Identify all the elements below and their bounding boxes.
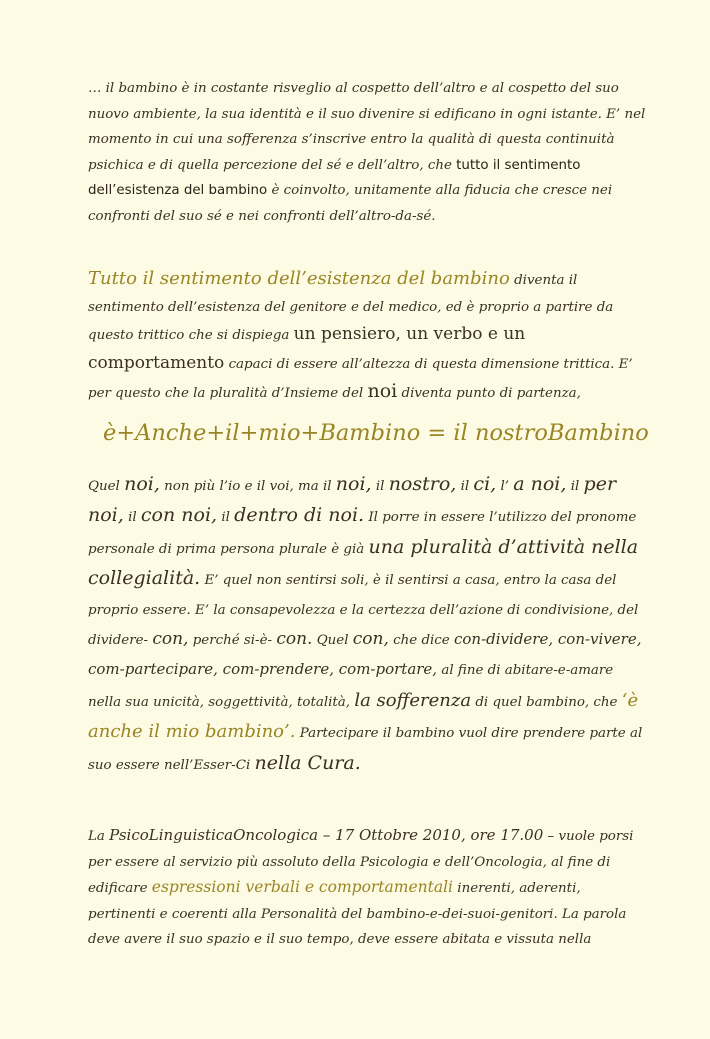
psico-highlight: espressioni verbali e comportamentali [151,878,454,897]
noi-s23: Quel [316,633,349,649]
intro-text-a: … il bambino è in costante risveglio al cospetto dell’altro e al cospetto del suo nuovo ambiente, la sua identità e il suo divenire si edificano in ogni istante. E’ nel momento in cui una sofferenza s’inscrive entro la qualità di questa continuità psichica e di quella percezione del sé e dell’altro, che [88,81,646,173]
noi-s05: il [375,479,385,494]
sentimento-text-b: diventa il sentimento dell’esistenza del genitore e del medico, ed è proprio a partire da questo trittico che si dispiega [88,273,614,343]
paragraph-psicolinguistica [88,823,648,953]
noi-s11: il [570,479,580,494]
psico-text-a: La [88,829,105,844]
paragraph-sentimento [88,266,648,408]
noi-s20: con, [152,629,189,650]
noi-s27: al fine di abitare-e-amare nella sua unicità, soggettività, totalità, [88,663,614,710]
noi-s17: Il porre in essere l’utilizzo del pronome personale di prima persona plurale è già [88,510,637,557]
noi-s01: Quel [88,479,120,494]
paragraph-intro [88,76,648,230]
noi-s18: una pluralità d’attività nella collegialità. [88,535,639,590]
noi-s31: Partecipare il bambino vuol dire prendere parte al suo essere nell’Esser-Ci [88,726,643,773]
noi-s15: il [221,510,230,526]
noi-s08: ci, [473,473,497,495]
sentimento-triad: un pensiero, un verbo e un comportamento [88,324,526,373]
noi-s22: con. [276,629,313,650]
noi-s24: con, [352,629,389,650]
noi-s13: il [128,510,137,526]
noi-s04: noi, [335,473,372,495]
noi-s19: E’ quel non sentirsi soli, è il sentirsi a casa, entro la casa del proprio essere. E’ la consapevolezza e la certezza dell’azione di condivisione, del dividere- [88,573,639,649]
intro-text-c: è coinvolto, unitamente alla fiducia che cresce nei confronti del suo sé e nei confronti dell’altro-da-sé. [88,183,613,224]
noi-s03: non più l’io e il voi, ma il [164,479,332,494]
noi-s16: dentro di noi. [234,504,365,527]
noi-s30: ‘è anche il mio bambino’. [88,689,639,743]
sentimento-text-d: capaci di essere all’altezza di questa dimensione trittica. E’ per questo che la pluralità d’Insieme del [88,356,633,401]
noi-s26: con-dividere, con-vivere, com-partecipare, com-prendere, com-portare, [88,630,642,679]
psico-text-c: – vuole porsi per essere al servizio più assoluto della Psicologia e dell’Oncologia, al fine di edificare [88,829,634,897]
noi-s07: il [460,479,470,494]
sentimento-text-f: diventa punto di partenza, [401,386,581,401]
psico-text-e: inerenti, aderenti, pertinenti e coerenti alla Personalità del bambino-e-dei-suoi-genitori. La parola deve avere il suo spazio e il suo tempo, deve essere abitata e vissuta nella [88,881,627,948]
noi-s21: perché si-è- [192,633,273,649]
noi-s02: noi, [124,473,160,495]
noi-s28: la sofferenza [354,689,472,711]
noi-s10: a noi, [513,473,567,495]
noi-s09: l’ [500,479,509,494]
noi-s12: per noi, [88,473,617,527]
sentimento-noi: noi [367,380,398,402]
noi-s14: con noi, [140,504,218,527]
noi-s06: nostro, [388,473,457,495]
sentimento-heading: Tutto il sentimento dell’esistenza del bambino [88,268,510,289]
formula-line: è+Anche+il+mio+Bambino = il nostroBambino [103,420,649,446]
noi-s32: nella Cura. [254,751,361,774]
psico-event: PsicoLinguisticaOncologica – 17 Ottobre 2010, ore 17.00 [109,826,544,844]
paragraph-noi [88,470,648,780]
noi-s29: di quel bambino, che [475,694,618,710]
intro-highlight: tutto il sentimento dell’esistenza del bambino [88,157,581,199]
noi-s25: che dice [393,633,450,649]
